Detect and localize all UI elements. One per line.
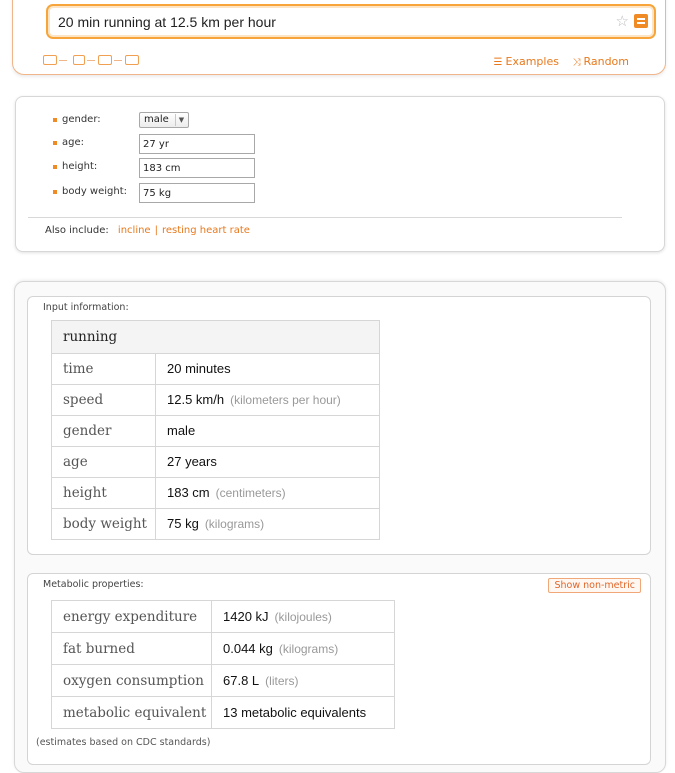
examples-link[interactable]	[494, 55, 559, 68]
toolbar-separator	[87, 60, 95, 61]
row-value: 67.8 L	[223, 672, 260, 688]
examples-label: Examples	[505, 55, 559, 68]
row-value-cell	[156, 354, 380, 385]
upload-icon[interactable]	[125, 55, 139, 65]
param-label: height:	[62, 161, 98, 172]
row-value: 183 cm	[167, 485, 210, 500]
row-value-cell	[212, 665, 395, 697]
row-label: fat burned	[52, 633, 212, 665]
row-value: 75 kg	[167, 516, 199, 531]
table-row	[52, 478, 380, 509]
search-header	[12, 0, 666, 75]
row-value-cell	[156, 385, 380, 416]
table-row	[52, 416, 380, 447]
also-include-row	[45, 225, 250, 236]
gender-select-value: male	[144, 114, 169, 125]
row-value-cell	[212, 633, 395, 665]
height-field[interactable]	[139, 158, 255, 178]
shuffle-icon: ⤨	[572, 57, 581, 68]
param-label: gender:	[62, 114, 101, 125]
row-unit: (kilometers per hour)	[230, 393, 341, 407]
table-row	[52, 601, 395, 633]
random-link[interactable]	[572, 55, 629, 68]
pod-title: Metabolic properties:	[43, 579, 144, 590]
table-header-cell: running	[52, 321, 380, 354]
header-links	[484, 55, 629, 68]
age-field[interactable]	[139, 134, 255, 154]
input-table	[51, 320, 380, 540]
table-row	[52, 354, 380, 385]
random-label: Random	[583, 55, 629, 68]
row-unit: (liters)	[265, 673, 299, 688]
table-header-row	[52, 321, 380, 354]
row-value-cell	[156, 509, 380, 540]
bullet-icon	[53, 141, 57, 145]
camera-icon[interactable]	[73, 55, 85, 65]
bullet-icon	[53, 165, 57, 169]
gender-select[interactable]	[139, 112, 189, 128]
show-non-metric-button[interactable]: Show non-metric	[548, 578, 641, 593]
row-value: 0.044 kg	[223, 640, 273, 656]
table-icon[interactable]	[98, 55, 112, 65]
row-label: oxygen consumption	[52, 665, 212, 697]
row-value: 13 metabolic equivalents	[223, 704, 367, 720]
search-input[interactable]	[58, 6, 598, 37]
divider	[28, 217, 622, 218]
bullet-icon	[53, 118, 57, 122]
row-value: 12.5 km/h	[167, 392, 225, 407]
table-row	[52, 697, 395, 729]
row-label: time	[52, 354, 156, 385]
list-icon: ☰	[493, 57, 503, 68]
row-value: 20 minutes	[167, 361, 231, 376]
row-value: male	[167, 423, 196, 438]
row-value: 27 years	[167, 454, 217, 469]
search-box[interactable]	[46, 4, 656, 39]
row-value: 1420 kJ	[223, 608, 269, 624]
bullet-icon	[53, 190, 57, 194]
assumptions-panel	[15, 96, 665, 252]
also-include-label: Also include:	[45, 225, 109, 236]
row-label: body weight	[52, 509, 156, 540]
table-row	[52, 447, 380, 478]
input-information-pod	[27, 296, 651, 555]
table-row	[52, 385, 380, 416]
cdc-footnote: (estimates based on CDC standards)	[36, 737, 211, 748]
link-separator: |	[154, 225, 158, 236]
body-weight-field[interactable]	[139, 183, 255, 203]
row-label: gender	[52, 416, 156, 447]
table-row	[52, 509, 380, 540]
incline-link[interactable]: incline	[117, 225, 151, 236]
metabolic-table	[51, 600, 395, 729]
resting-heart-rate-link[interactable]: resting heart rate	[161, 225, 250, 236]
row-value-cell	[156, 416, 380, 447]
equals-go-icon[interactable]	[634, 14, 648, 28]
keyboard-icon[interactable]	[43, 55, 57, 65]
toolbar-separator	[114, 60, 122, 61]
param-label: body weight:	[62, 186, 127, 197]
param-label: age:	[62, 137, 84, 148]
row-label: energy expenditure	[52, 601, 212, 633]
row-value-cell	[156, 447, 380, 478]
row-label: speed	[52, 385, 156, 416]
toolbar-separator	[59, 60, 67, 61]
row-label: height	[52, 478, 156, 509]
pod-title: Input information:	[43, 302, 129, 313]
star-icon[interactable]: ☆	[615, 12, 629, 30]
row-unit: (kilograms)	[204, 517, 265, 531]
row-label: age	[52, 447, 156, 478]
row-unit: (kilograms)	[278, 641, 339, 656]
table-row	[52, 633, 395, 665]
row-value-cell	[212, 697, 395, 729]
table-row	[52, 665, 395, 697]
row-label: metabolic equivalent	[52, 697, 212, 729]
chevron-down-icon: ▼	[175, 114, 187, 126]
row-unit: (centimeters)	[215, 486, 286, 500]
row-value-cell	[156, 478, 380, 509]
row-value-cell	[212, 601, 395, 633]
row-unit: (kilojoules)	[274, 609, 332, 624]
